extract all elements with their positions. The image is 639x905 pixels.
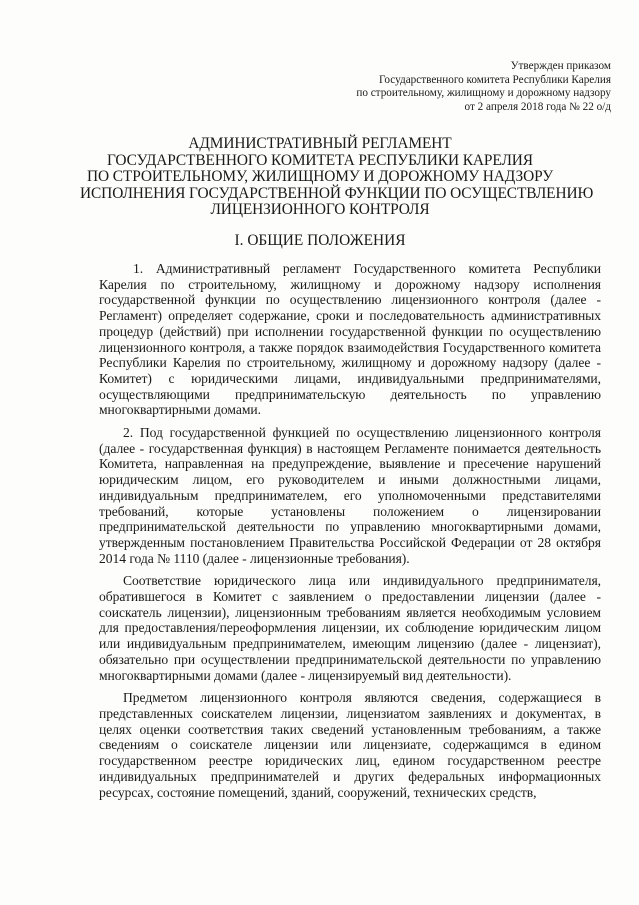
document-title (80, 135, 594, 219)
section-heading: I. ОБЩИЕ ПОЛОЖЕНИЯ (234, 232, 406, 249)
paragraph: Предметом лицензионного контроля являются сведения, содержащиеся в представленных соискателем лицензии, лицензиатом заявлениях и документах, в целях оценки соответствия таких сведений установленным требованиям, а также сведениям о соискателе лицензии или лицензиате, содержащимся в едином государственном реестре юридических лиц, едином государственном реестре индивидуальных предпринимателей и других федеральных информационных ресурсах, состояние помещений, зданий, сооружений, технических средств, (99, 690, 601, 800)
approval-line: Утвержден приказом (510, 60, 611, 72)
title-line: ПО СТРОИТЕЛЬНОМУ, ЖИЛИЩНОМУ И ДОРОЖНОМУ НАДЗОРУ (86, 168, 554, 186)
approval-line: Государственного комитета Республики Карелия (378, 73, 611, 86)
title-line: ЛИЦЕНЗИОННОГО КОНТРОЛЯ (210, 201, 430, 219)
title-line: ИСПОЛНЕНИЯ ГОСУДАРСТВЕННОЙ ФУНКЦИИ ПО ОСУЩЕСТВЛЕНИЮ (80, 184, 594, 202)
paragraph: 2. Под государственной функцией по осуществлению лицензионного контроля (далее - государственная функция) в настоящем Регламенте понимается деятельность Комитета, направленная на предупреждение, выявление и пресечение нарушений юридическим лицом, его руководителем и иными должностными лицами, индивидуальным предпринимателем, его уполномоченными представителями требований, которые установлены положением о лицензировании предпринимательской деятельности по управлению многоквартирными домами, утвержденным постановлением Правительства Российской Федерации от 28 октября 2014 года № 1110 (далее - лицензионные требования). (99, 425, 601, 566)
title-line: ГОСУДАРСТВЕННОГО КОМИТЕТА РЕСПУБЛИКИ КАРЕЛИЯ (107, 151, 533, 169)
paragraph: 1. Административный регламент Государственного комитета Республики Карелия по строительному, жилищному и дорожному надзору исполнения государственной функции по осуществлению лицензионного контроля (далее - Регламент) определяет содержание, сроки и последовательность административных процедур (действий) при исполнении государственной функции по осуществлению лицензионного контроля, а также порядок взаимодействия Государственного комитета Республики Карелия по строительному, жилищному и дорожному надзору (далее - Комитет) с юридическими лицами, индивидуальными предпринимателями, осуществляющими предпринимательскую деятельность по управлению многоквартирными домами. (99, 261, 601, 418)
title-line: АДМИНИСТРАТИВНЫЙ РЕГЛАМЕНТ (188, 135, 452, 152)
approval-stamp (311, 60, 611, 114)
paragraph: Соответствие юридического лица или индивидуального предпринимателя, обратившегося в Комитет с заявлением о предоставлении лицензии (далее - соискатель лицензии), лицензионным требованиям является необходимым условием для предоставления/переоформления лицензии, их соблюдение юридическим лицом или индивидуальным предпринимателем, имеющим лицензию (далее - лицензиат), обязательно при осуществлении предпринимательской деятельности по управлению многоквартирными домами (далее - лицензируемый вид деятельности). (99, 573, 601, 683)
approval-line: по строительному, жилищному и дорожному надзору (356, 87, 611, 100)
approval-line: от 2 апреля 2018 года № 22 о/д (464, 100, 611, 113)
document-body (99, 261, 601, 800)
